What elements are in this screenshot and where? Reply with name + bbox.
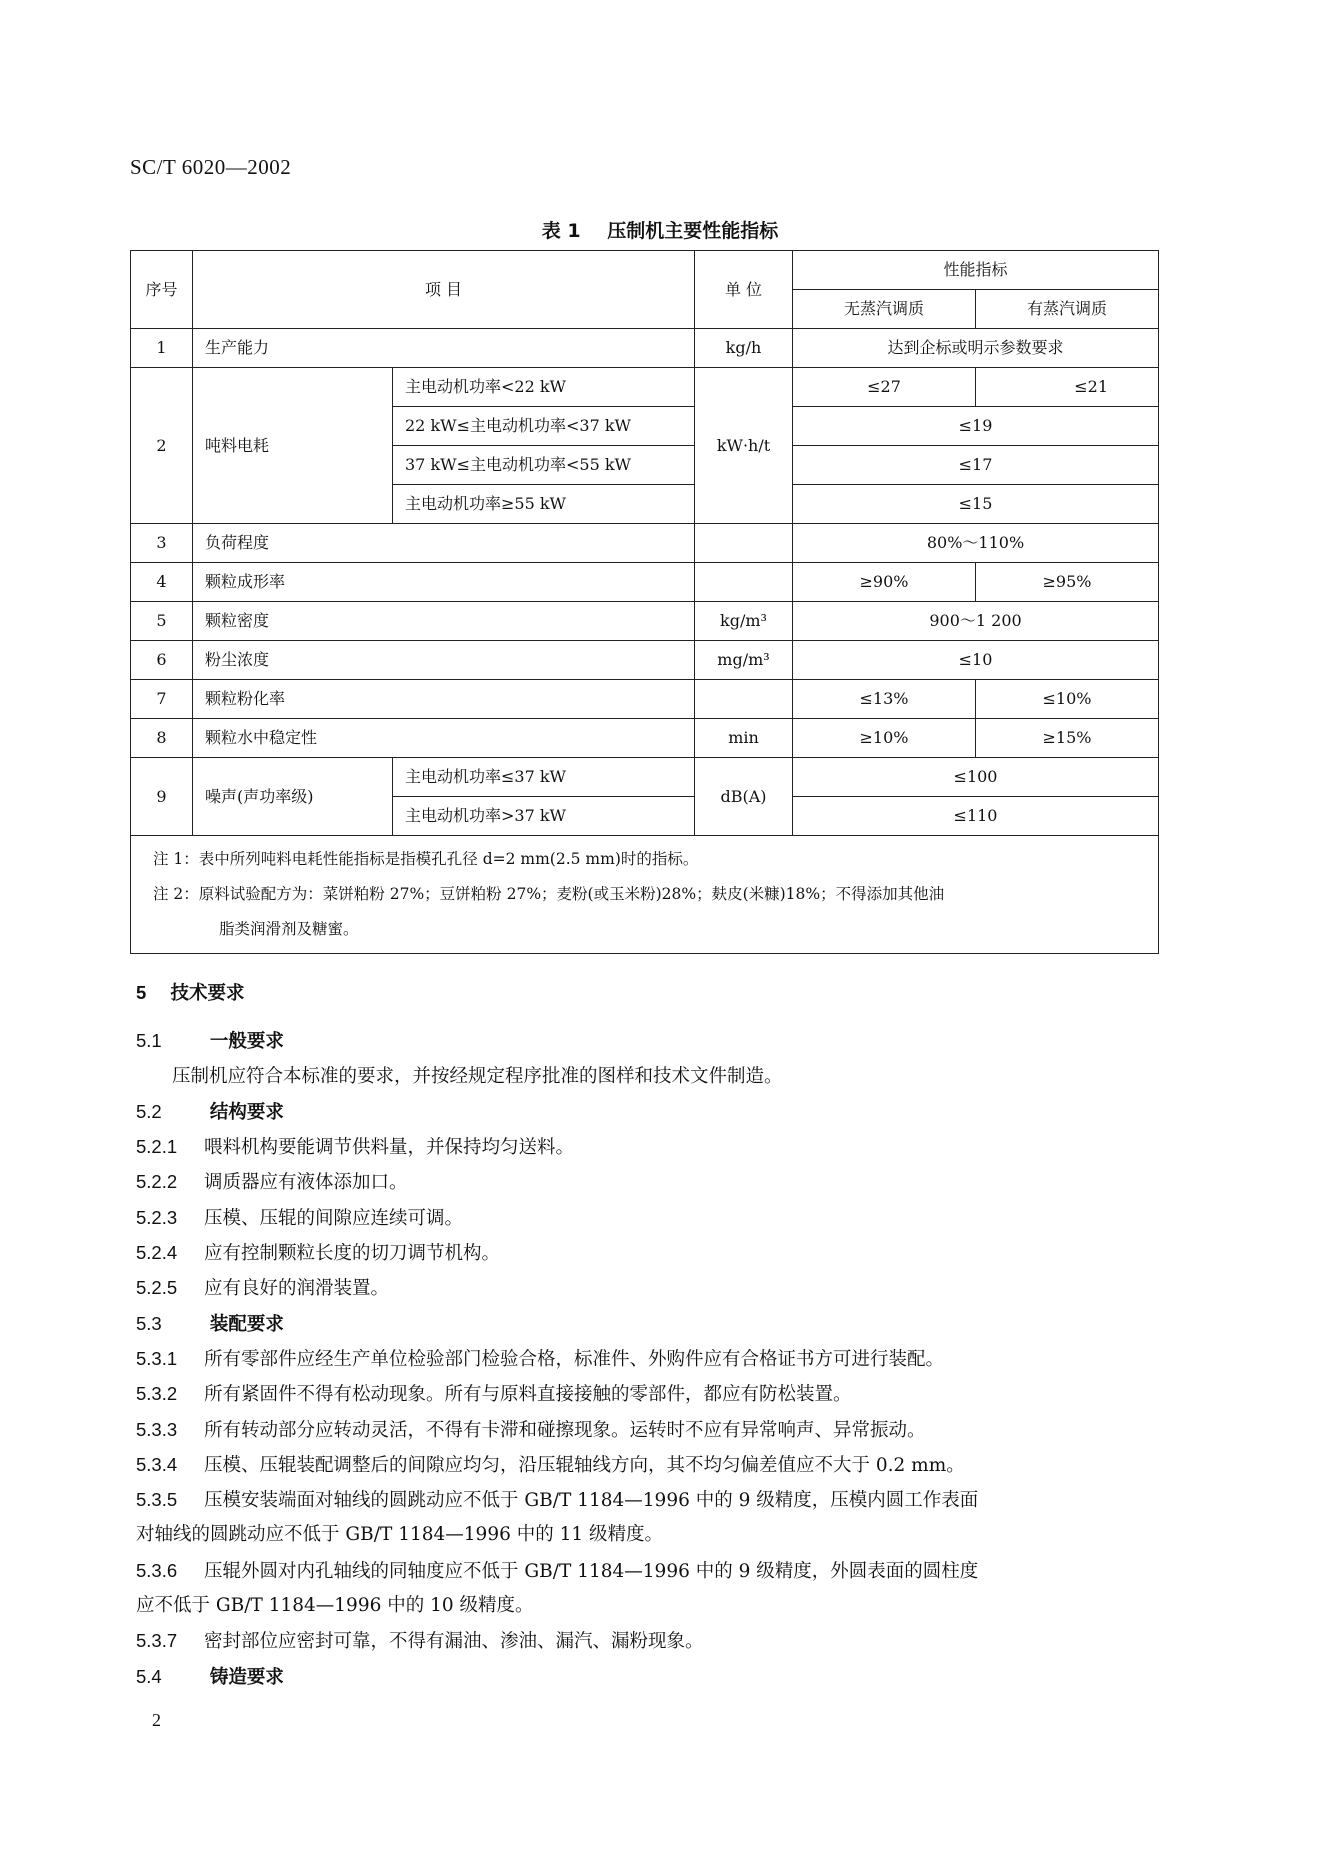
- note-2: 注 2：原料试验配方为：菜饼粕粉 27%；豆饼粕粉 27%；麦粉(或玉米粉)28%；麸皮(米糠)18%；不得添加其他油: [153, 885, 945, 903]
- cell-seq: 4: [131, 563, 193, 602]
- clause-text: 所有转动部分应转动灵活，不得有卡滞和碰擦现象。运转时不应有异常响声、异常振动。: [204, 1419, 926, 1441]
- clause-text: 喂料机构要能调节供料量，并保持均匀送料。: [204, 1137, 575, 1159]
- cell-subitem: 主电动机功率≥55 kW: [393, 485, 695, 524]
- cell-unit: kg/m³: [695, 602, 793, 641]
- clause: [136, 1235, 1160, 1270]
- table-row: [131, 563, 1159, 602]
- table-row: [131, 602, 1159, 641]
- clause: [136, 1200, 1160, 1235]
- cell-value: ≤10: [793, 641, 1159, 680]
- subsection-heading: [136, 1659, 1160, 1694]
- section-number: 5.3: [136, 1312, 162, 1334]
- table-notes-row: [131, 836, 1159, 954]
- page-number: 2: [152, 1710, 161, 1730]
- clause-number: 5.3.6: [136, 1559, 178, 1581]
- clause-text: 调质器应有液体添加口。: [204, 1172, 408, 1194]
- clause: [136, 1553, 1160, 1588]
- cell-value-no-steam: ≥90%: [793, 563, 976, 602]
- cell-value-no-steam: ≤27: [793, 368, 976, 407]
- cell-unit: mg/m³: [695, 641, 793, 680]
- clause-continuation: 对轴线的圆跳动应不低于 GB/T 1184—1996 中的 11 级精度。: [136, 1524, 664, 1546]
- clause: [136, 1412, 1160, 1447]
- header-seq: 序号: [131, 251, 193, 329]
- table-row: [131, 368, 1159, 407]
- cell-value: 达到企标或明示参数要求: [793, 329, 1159, 368]
- cell-subitem: 主电动机功率≤37 kW: [393, 758, 695, 797]
- cell-unit: [695, 680, 793, 719]
- subsection-heading: [136, 1094, 1160, 1129]
- cell-value-with-steam: ≥15%: [976, 719, 1159, 758]
- clause-number: 5.2.3: [136, 1206, 178, 1228]
- clause: [136, 1447, 1160, 1482]
- section-title: 铸造要求: [209, 1666, 284, 1688]
- cell-value-no-steam: ≤13%: [793, 680, 976, 719]
- table-notes: [131, 836, 1159, 954]
- cell-seq: 3: [131, 524, 193, 563]
- header-unit: 单 位: [695, 251, 793, 329]
- clause-number: 5.2.5: [136, 1277, 178, 1299]
- clause-continuation: 应不低于 GB/T 1184—1996 中的 10 级精度。: [136, 1595, 534, 1617]
- cell-seq: 5: [131, 602, 193, 641]
- cell-value: ≤19: [793, 407, 1159, 446]
- clause-number: 5.3.2: [136, 1383, 178, 1405]
- clause-text: 密封部位应密封可靠，不得有漏油、渗油、漏汽、漏粉现象。: [204, 1631, 704, 1653]
- cell-seq: 2: [131, 368, 193, 524]
- cell-item: 生产能力: [193, 329, 695, 368]
- table-row: [131, 680, 1159, 719]
- clause: [136, 1270, 1160, 1305]
- clause: [136, 1164, 1160, 1199]
- clause-number: 5.3.5: [136, 1489, 178, 1511]
- cell-value: 80%～110%: [793, 524, 1159, 563]
- section-title: 结构要求: [209, 1101, 284, 1123]
- clause: [136, 1482, 1160, 1517]
- clause-text: 所有紧固件不得有松动现象。所有与原料直接接触的零部件，都应有防松装置。: [204, 1384, 852, 1406]
- clause-text: 压模、压辊的间隙应连续可调。: [204, 1207, 464, 1229]
- document-code: SC/T 6020—2002: [130, 155, 292, 179]
- section-number: 5.4: [136, 1665, 162, 1687]
- header-no-steam: 无蒸汽调质: [793, 290, 976, 329]
- clause-number: 5.3.3: [136, 1418, 178, 1440]
- cell-subitem: 主电动机功率<22 kW: [393, 368, 695, 407]
- clause: [136, 1376, 1160, 1411]
- cell-value-with-steam: ≤21: [976, 368, 1159, 407]
- cell-item: 粉尘浓度: [193, 641, 695, 680]
- cell-value-with-steam: ≥95%: [976, 563, 1159, 602]
- cell-item: 颗粒成形率: [193, 563, 695, 602]
- cell-seq: 7: [131, 680, 193, 719]
- clause-text: 所有零部件应经生产单位检验部门检验合格，标准件、外购件应有合格证书方可进行装配。: [204, 1348, 945, 1370]
- clause: [136, 1623, 1160, 1658]
- cell-value: ≤15: [793, 485, 1159, 524]
- paragraph: 压制机应符合本标准的要求，并按经规定程序批准的图样和技术文件制造。: [172, 1065, 783, 1087]
- cell-subitem: 主电动机功率>37 kW: [393, 797, 695, 836]
- clause-text: 压模、压辊装配调整后的间隙应均匀，沿压辊轴线方向，其不均匀偏差值应不大于 0.2 mm。: [204, 1454, 965, 1476]
- section-number: 5: [136, 982, 147, 1003]
- table-caption-number: 表 1: [541, 220, 581, 242]
- clause-number: 5.2.2: [136, 1171, 178, 1193]
- clause-number: 5.2.4: [136, 1242, 178, 1264]
- header-item: 项 目: [193, 251, 695, 329]
- cell-unit: [695, 524, 793, 563]
- clause: [136, 1129, 1160, 1164]
- cell-item: 负荷程度: [193, 524, 695, 563]
- subsection-heading: [136, 1306, 1160, 1341]
- note-2-continuation: 脂类润滑剂及糖蜜。: [219, 920, 359, 938]
- cell-seq: 9: [131, 758, 193, 836]
- cell-unit: [695, 563, 793, 602]
- cell-subitem: 22 kW≤主电动机功率<37 kW: [393, 407, 695, 446]
- cell-seq: 1: [131, 329, 193, 368]
- cell-item: 颗粒水中稳定性: [193, 719, 695, 758]
- cell-item: 颗粒密度: [193, 602, 695, 641]
- table-row: [131, 524, 1159, 563]
- table-caption: [0, 216, 1320, 243]
- section-number: 5.2: [136, 1100, 162, 1122]
- cell-unit: kW·h/t: [695, 368, 793, 524]
- subsection-heading: [136, 1023, 1160, 1058]
- cell-seq: 8: [131, 719, 193, 758]
- table-row: [131, 641, 1159, 680]
- cell-item: 噪声(声功率级): [193, 758, 393, 836]
- section-title: 技术要求: [170, 983, 245, 1004]
- cell-value: ≤100: [793, 758, 1159, 797]
- header-with-steam: 有蒸汽调质: [976, 290, 1159, 329]
- cell-item: 颗粒粉化率: [193, 680, 695, 719]
- clause-text: 压模安装端面对轴线的圆跳动应不低于 GB/T 1184—1996 中的 9 级精度，压模内圆工作表面: [204, 1490, 979, 1512]
- clause-number: 5.3.1: [136, 1347, 178, 1369]
- section-title: 一般要求: [209, 1031, 284, 1053]
- table-row: [131, 758, 1159, 797]
- cell-value: ≤110: [793, 797, 1159, 836]
- table-row: [131, 719, 1159, 758]
- clause-text: 应有良好的润滑装置。: [204, 1278, 390, 1300]
- table-caption-title: 压制机主要性能指标: [607, 220, 779, 242]
- cell-unit: dB(A): [695, 758, 793, 836]
- table-row: [131, 329, 1159, 368]
- section-number: 5.1: [136, 1030, 162, 1052]
- clause-number: 5.3.4: [136, 1453, 178, 1475]
- cell-value: ≤17: [793, 446, 1159, 485]
- performance-table: [130, 250, 1159, 954]
- section-heading: [136, 975, 1160, 1010]
- cell-seq: 6: [131, 641, 193, 680]
- clause-text: 压辊外圆对内孔轴线的同轴度应不低于 GB/T 1184—1996 中的 9 级精度，外圆表面的圆柱度: [204, 1560, 979, 1582]
- cell-value-no-steam: ≥10%: [793, 719, 976, 758]
- cell-unit: kg/h: [695, 329, 793, 368]
- header-performance: 性能指标: [793, 251, 1159, 290]
- cell-value-with-steam: ≤10%: [976, 680, 1159, 719]
- clause-number: 5.3.7: [136, 1630, 178, 1652]
- clause-number: 5.2.1: [136, 1136, 178, 1158]
- clause-text: 应有控制颗粒长度的切刀调节机构。: [204, 1243, 501, 1265]
- cell-unit: min: [695, 719, 793, 758]
- cell-item: 吨料电耗: [193, 368, 393, 524]
- cell-value: 900～1 200: [793, 602, 1159, 641]
- section-title: 装配要求: [209, 1313, 284, 1335]
- cell-subitem: 37 kW≤主电动机功率<55 kW: [393, 446, 695, 485]
- note-1: 注 1：表中所列吨料电耗性能指标是指模孔孔径 d=2 mm(2.5 mm)时的指标。: [153, 850, 699, 868]
- clause: [136, 1341, 1160, 1376]
- table-header-row: [131, 251, 1159, 290]
- body-text: [136, 975, 1160, 1694]
